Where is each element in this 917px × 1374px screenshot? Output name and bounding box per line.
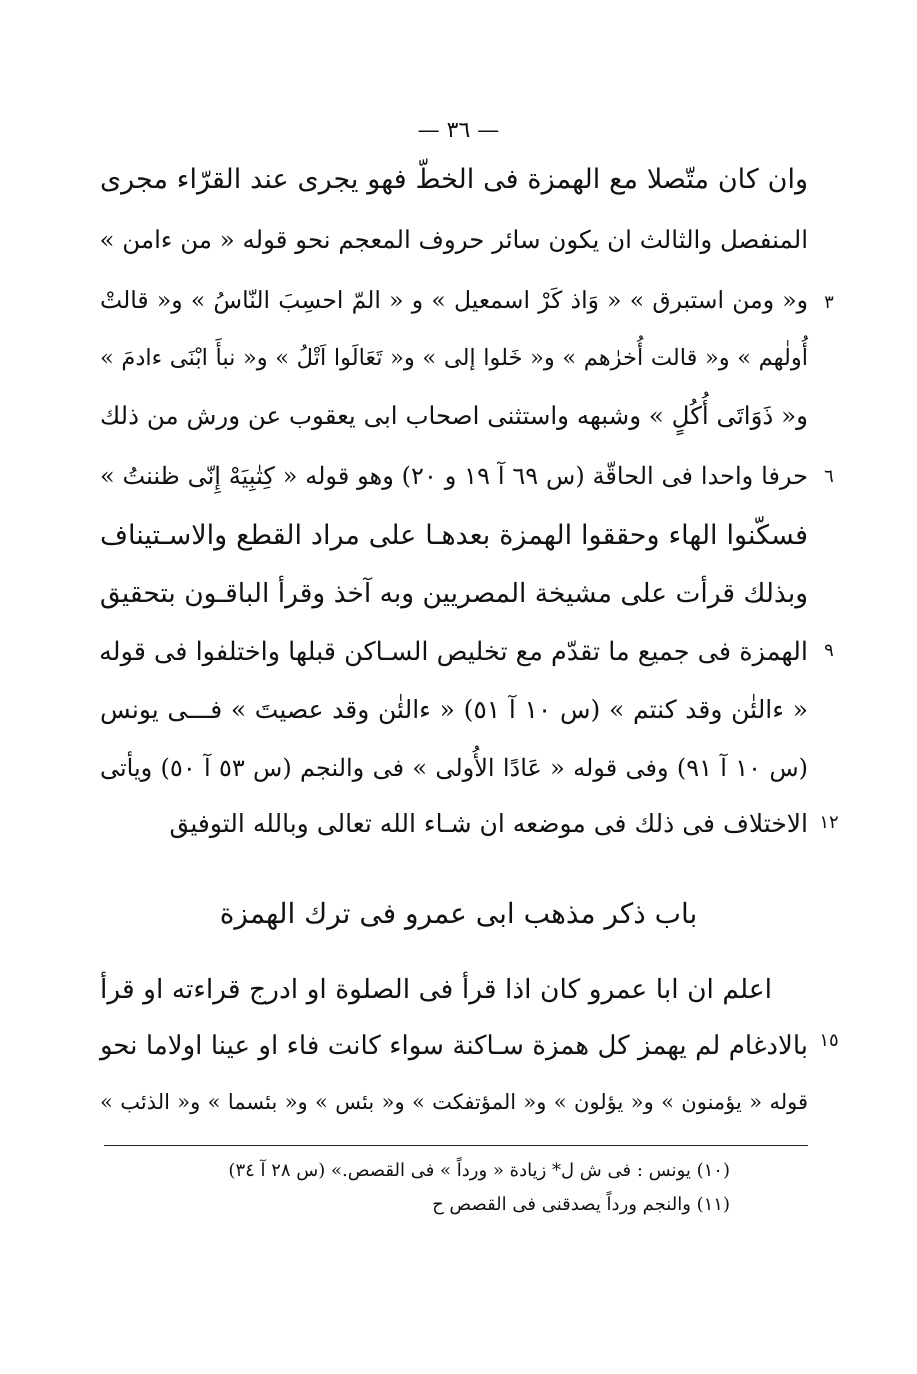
section-line-1: اعلم ان ابا عمرو كان اذا قرأ فى الصلوة او ادرج قراءته او قرأ	[100, 974, 772, 1005]
section-line-3: قوله « يؤمنون » و« يؤلون » و« المؤتفكت » و« بئس » و« بئسما » و« الذئب »	[100, 1090, 808, 1114]
section-text	[100, 962, 808, 1142]
line-number-9: ٩	[824, 640, 834, 661]
footnote-2: (١١) والنجم ورداً يصدقنى فى القصص ح	[432, 1194, 730, 1215]
section-line-2: بالادغام لم يهمز كل همزة سـاكنة سواء كانت فاء او عينا اولاما نحو	[100, 1031, 808, 1061]
text-line-6: حرفا واحدا فى الحاقّة (س ٦٩ آ ١٩ و ٢٠) وهو قوله « كِتٰبِيَهْ إِنّى ظننتُ »	[100, 462, 808, 490]
text-line-9: الهمزة فى جميع ما تقدّم مع تخليص السـاكن قبلها واختلفوا فى قوله	[99, 637, 808, 667]
text-line-10: « ءالئٰن وقد كنتم » (س ١٠ آ ٥١) « ءالئٰن وقد عصيتَ » فـــى يونس	[100, 695, 808, 724]
text-line-7: فسكّنوا الهاء وحققوا الهمزة بعدهـا على مراد القطع والاسـتيناف	[100, 520, 808, 551]
footnote-divider	[104, 1145, 808, 1146]
text-line-12: الاختلاف فى ذلك فى موضعه ان شـاء الله تعالى وبالله التوفيق	[169, 809, 808, 838]
text-line-5: و« ذَوَاتَى أُكُلٍ » وشبهه واستثنى اصحاب ابى يعقوب عن ورش من ذلك	[100, 401, 808, 430]
section-heading: باب ذكر مذهب ابى عمرو فى ترك الهمزة	[219, 897, 698, 930]
body-text	[100, 152, 808, 852]
text-line-1: وان كان متّصلا مع الهمزة فى الخطّ فهو يجرى عند القرّاء مجرى	[100, 164, 808, 195]
page-number: — ٣٦ —	[417, 118, 500, 143]
text-line-11: (س ١٠ آ ٩١) وفى قوله « عَادًا الأُولى » فى والنجم (س ٥٣ آ ٥٠) ويأتى	[100, 754, 808, 782]
line-number-3: ٣	[824, 292, 834, 313]
line-number-6: ٦	[824, 466, 834, 487]
footnote-1: (١٠) يونس : فى ش ل* زيادة « ورداً » فى القصص.» (س ٢٨ آ ٣٤)	[228, 1160, 730, 1181]
text-line-3: و« ومن استبرق » « وَاذ كَرْ اسمعيل » و « المّ احسِبَ النّاسُ » و« قالتْ	[100, 286, 808, 314]
text-line-4: أُولٰهم » و« قالت أُخرٰهم » و« خَلوا إلى » و« تَعَالَوا اَتْلُ » و« نبأَ ابْنَى ءادمَ »	[100, 345, 808, 371]
line-number-12: ١٢	[819, 812, 839, 833]
text-line-8: وبذلك قرأت على مشيخة المصريين وبه آخذ وقرأ الباقـون بتحقيق	[99, 578, 808, 609]
text-line-2: المنفصل والثالث ان يكون سائر حروف المعجم نحو قوله « من ءامن »	[99, 225, 808, 254]
line-number-15: ١٥	[819, 1030, 839, 1051]
